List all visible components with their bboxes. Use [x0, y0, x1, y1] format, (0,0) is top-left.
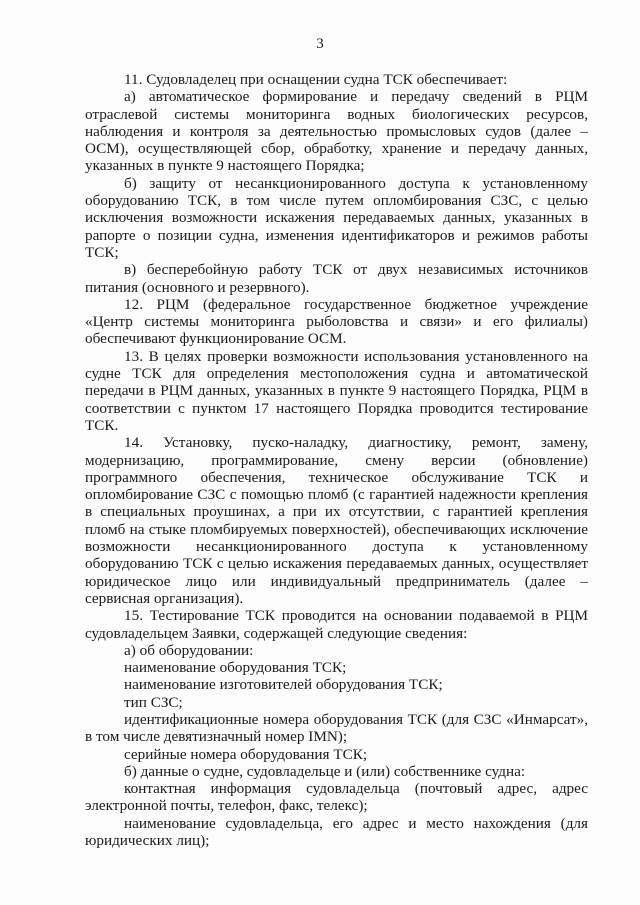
paragraph: а) автоматическое формирование и передачу сведений в РЦМ отраслевой системы мониторинга водных биологических ресурсов, наблюдения и контроля за деятельностью промысловых судов (далее – ОСМ), осуществляющей сбор, обработку, хранение и передачу данных, указанных в пункте 9 настоящего Порядка;: [85, 88, 588, 175]
paragraph: наименование оборудования ТСК;: [124, 659, 347, 677]
paragraph: тип СЗС;: [124, 693, 183, 711]
paragraph: 13. В целях проверки возможности использования установленного на судне ТСК для определения местоположения судна и автоматической передачи в РЦМ данных, указанных в пункте 9 настоящего Порядка, РЦМ в соответствии с пунктом 17 настоящего Порядка проводится тестирование ТСК.: [85, 347, 588, 434]
page-number: 3: [316, 36, 324, 52]
paragraph: идентификационные номера оборудования ТСК (для СЗС «Инмарсат», в том числе девятизначный номер IMN);: [85, 710, 588, 746]
paragraph: б) защиту от несанкционированного доступа к установленному оборудованию ТСК, в том числе путем опломбирования СЗС, с целью исключения возможности искажения передаваемых данных, указанных в рапорте о позиции судна, изменения идентификаторов и режимов работы ТСК;: [85, 174, 588, 261]
document-body: [85, 71, 588, 849]
paragraph: 14. Установку, пуско-наладку, диагностику, ремонт, замену, модернизацию, программирование, смену версии (обновление) программного обеспечения, техническое обслуживание ТСК и опломбирование СЗС с помощью пломб (с гарантией надежности крепления в специальных проушинах, а при их отсутствии, с гарантией крепления пломб на стыке пломбируемых поверхностей), обеспечивающих исключение возможности несанкционированного доступа к установленному оборудованию ТСК с целью искажения передаваемых данных, осуществляет юридическое лицо или индивидуальный предприниматель (далее – сервисная организация).: [85, 434, 588, 607]
paragraph: наименование судовладельца, его адрес и место нахождения (для юридических лиц);: [85, 814, 588, 850]
paragraph: наименование изготовителей оборудования ТСК;: [124, 676, 443, 694]
paragraph: б) данные о судне, судовладельце и (или) собственнике судна:: [124, 762, 526, 780]
paragraph: контактная информация судовладельца (почтовый адрес, адрес электронной почты, телефон, факс, телекс);: [85, 780, 588, 815]
paragraph: 12. РЦМ (федеральное государственное бюджетное учреждение «Центр системы мониторинга рыболовства и связи» и его филиалы) обеспечивают функционирование ОСМ.: [85, 295, 588, 348]
paragraph: а) об оборудовании:: [124, 641, 254, 659]
paragraph: серийные номера оборудования ТСК;: [124, 745, 368, 763]
paragraph: в) бесперебойную работу ТСК от двух независимых источников питания (основного и резервного).: [85, 261, 588, 296]
paragraph: 15. Тестирование ТСК проводится на основании подаваемой в РЦМ судовладельцем Заявки, содержащей следующие сведения:: [85, 607, 588, 642]
paragraph: 11. Судовладелец при оснащении судна ТСК обеспечивает:: [124, 71, 508, 88]
